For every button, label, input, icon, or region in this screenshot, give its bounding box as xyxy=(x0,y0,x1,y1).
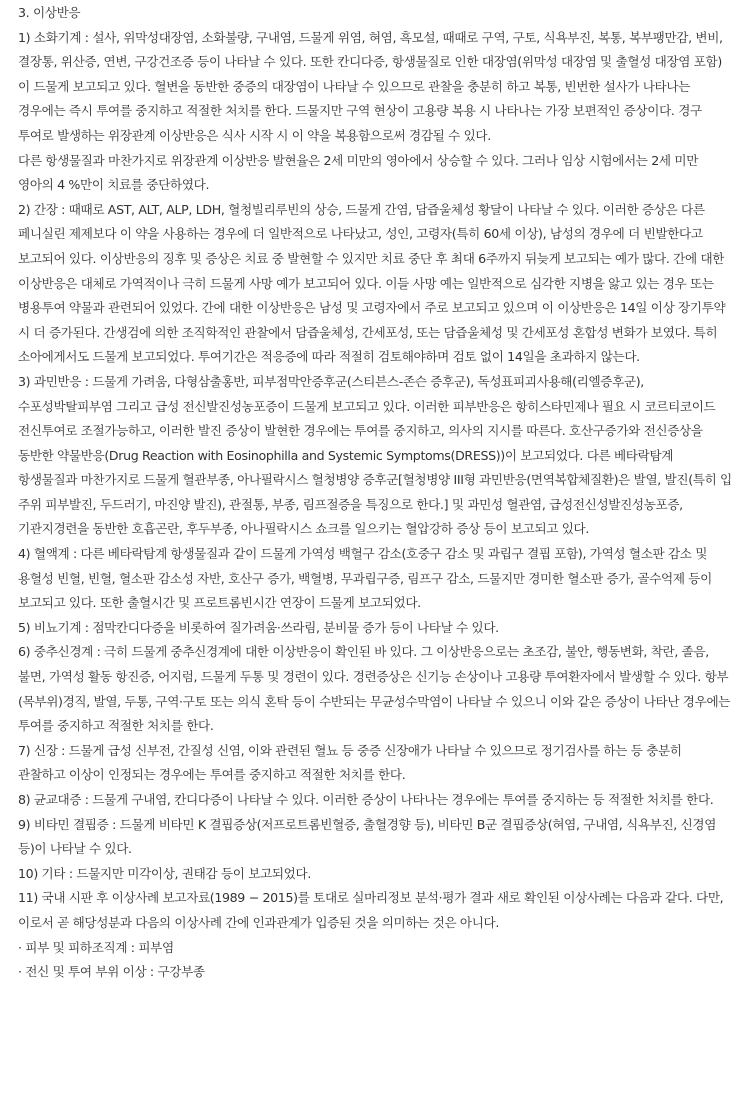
paragraph-liver: 2) 간장 : 때때로 AST, ALT, ALP, LDH, 혈청빌리루빈의 상승, 드물게 간염, 담즙울체성 황달이 나타날 수 있다. 이러한 증상은 다른 페니실린 제제보다 이 약을 사용하는 경우에 더 일반적으로 나타났고, 성인, 고령자(특히 60세 이상), 남성의 경우에 더 빈발한다고 보고되어 있다. 이상반응의 징후 및 증상은 치료 중 발현할 수 있지만 치료 중단 후 최대 6주까지 뒤늦게 보고되는 예가 많다. 간에 대한 이상반응은 대체로 가역적이나 극히 드물게 사망 예가 보고되어 있다. 이들 사망 예는 일반적으로 심각한 지병을 앓고 있는 경우 또는 병용투여 약물과 관련되어 있었다. 간에 대한 이상반응은 남성 및 고령자에서 주로 보고되고 있으며 이 이상반응은 14일 이상 장기투약 시 더 증가된다. 간생검에 의한 조직학적인 관찰에서 담즙울체성, 간세포성, 또는 담즙울체성 및 간세포성 혼합성 변화가 보였다. 특히 소아에게서도 드물게 보고되었다. 투여기간은 적응증에 따라 적절히 검토해야하며 검토 없이 14일을 초과하지 않는다. xyxy=(18,201,726,365)
paragraph-cns: 6) 중추신경계 : 극히 드물게 중추신경계에 대한 이상반응이 확인된 바 있다. 그 이상반응으로는 초조감, 불안, 행동변화, 착란, 졸음, 불면, 가역성 활동 항진증, 어지럼, 드물게 두통 및 경련이 있다. 경련증상은 신기능 손상이나 고용량 투여환자에서 발생할 수 있다. 항부(목부위)경직, 발열, 두통, 구역·구토 또는 의식 혼탁 등이 수반되는 무균성수막염이 나타날 수 있으니 이와 같은 증상이 나타난 경우에는 투여를 중지하고 적절한 처치를 한다. xyxy=(18,644,731,734)
paragraph-postmarketing: 11) 국내 시판 후 이상사례 보고자료(1989 − 2015)를 토대로 실마리정보 분석·평가 결과 새로 확인된 이상사례는 다음과 같다. 다만, 이로서 곧 해당성분과 다음의 이상사례 간에 인과관계가 입증된 것을 의미하는 것은 아니다. xyxy=(18,890,724,930)
paragraph-superinfection: 8) 균교대증 : 드물게 구내염, 칸디다증이 나타날 수 있다. 이러한 증상이 나타나는 경우에는 투여를 중지하는 등 적절한 처치를 한다. xyxy=(18,792,714,807)
paragraph-other: 10) 기타 : 드물지만 미각이상, 권태감 등이 보고되었다. xyxy=(18,865,311,881)
paragraph-vitamin: 9) 비타민 결핍증 : 드물게 비타민 K 결핍증상(저프로트롬빈혈증, 출혈경향 등), 비타민 B군 결핍증상(혀염, 구내염, 식욕부진, 신경염 등)이 나타날 수 있다. xyxy=(18,816,717,857)
section-heading: 3. 이상반응 xyxy=(18,5,81,20)
list-item-skin: · 피부 및 피하조직계 : 피부염 xyxy=(18,939,174,955)
list-item-systemic: · 전신 및 투여 부위 이상 : 구강부종 xyxy=(18,964,205,980)
paragraph-urinary: 5) 비뇨기계 : 점막칸디다증을 비롯하여 질가려움·쓰라림, 분비물 증가 등이 나타날 수 있다. xyxy=(18,619,499,635)
paragraph-digestive-infants: 다른 항생물질과 마찬가지로 위장관계 이상반응 발현율은 2세 미만의 영아에서 상승할 수 있다. 그러나 임상 시험에서는 2세 미만 영아의 4 %만이 치료를 중단하였다. xyxy=(18,152,699,193)
paragraph-hypersensitivity: 3) 과민반응 : 드물게 가려움, 다형삼출홍반, 피부점막안증후군(스티븐스-존슨 증후군), 독성표피괴사용해(리엘증후군), 수포성박탈피부염 그리고 급성 전신발진성농포증이 드물게 보고되고 있다. 이러한 피부반응은 항히스타민제나 필요 시 코르티코이드 전신투여로 조절가능하고, 이러한 발진 증상이 발현한 경우에는 투여를 중지하고, 의사의 지시를 따른다. 호산구증가와 전신증상을 동반한 약물반응(Drug Reaction with Eosinophilla and Systemic Symptoms(DRESS))이 보고되었다. 다른 베타락탐계 항생물질과 마찬가지로 드물게 혈관부종, 아나필락시스 혈청병양 증후군[혈청병양 III형 과민반응(면역복합체질환)은 발열, 발진(특히 입 주위 피부발진, 두드러기, 마진양 발진), 관절통, 부종, 림프절증을 특징으로 한다.] 및 과민성 혈관염, 급성전신성발진성농포증, 기관지경련을 동반한 호흡곤란, 후두부종, 아나필락시스 쇼크를 일으키는 혈압강하 증상 등이 보고되고 있다. xyxy=(18,373,732,537)
paragraph-kidney: 7) 신장 : 드물게 급성 신부전, 간질성 신염, 이와 관련된 혈뇨 등 중증 신장애가 나타날 수 있으므로 정기검사를 하는 등 충분히 관찰하고 이상이 인정되는 경우에는 투여를 중지하고 적절한 처치를 한다. xyxy=(18,742,682,783)
paragraph-digestive: 1) 소화기계 : 설사, 위막성대장염, 소화불량, 구내염, 드물게 위염, 혀염, 흑모설, 때때로 구역, 구토, 식욕부진, 복통, 복부팽만감, 변비, 결장통, 위산증, 연변, 구강건조증 등이 나타날 수 있다. 또한 칸디다증, 항생물질로 인한 대장염(위막성 대장염 및 출혈성 대장염 포함)이 드물게 보고되고 있다. 혈변을 동반한 중증의 대장염이 나타날 수 있으므로 관찰을 충분히 하고 복통, 빈번한 설사가 나타나는 경우에는 즉시 투여를 중지하고 적절한 처치를 한다. 드물지만 구역 현상이 고용량 복용 시 나타나는 가장 보편적인 증상이다. 경구 투여로 발생하는 위장관계 이상반응은 식사 시작 시 이 약을 복용함으로써 경감될 수 있다. xyxy=(18,29,723,143)
paragraph-blood: 4) 혈액계 : 다른 베타락탐계 항생물질과 같이 드물게 가역성 백혈구 감소(호중구 감소 및 과립구 결핍 포함), 가역성 혈소판 감소 및 용혈성 빈혈, 빈혈, 혈소판 감소성 자반, 호산구 증가, 백혈병, 무과립구증, 림프구 감소, 드물지만 경미한 혈소판 증가, 골수억제 등이 보고되고 있다. 또한 출혈시간 및 프로트롬빈시간 연장이 드물게 보고되었다. xyxy=(18,546,712,611)
